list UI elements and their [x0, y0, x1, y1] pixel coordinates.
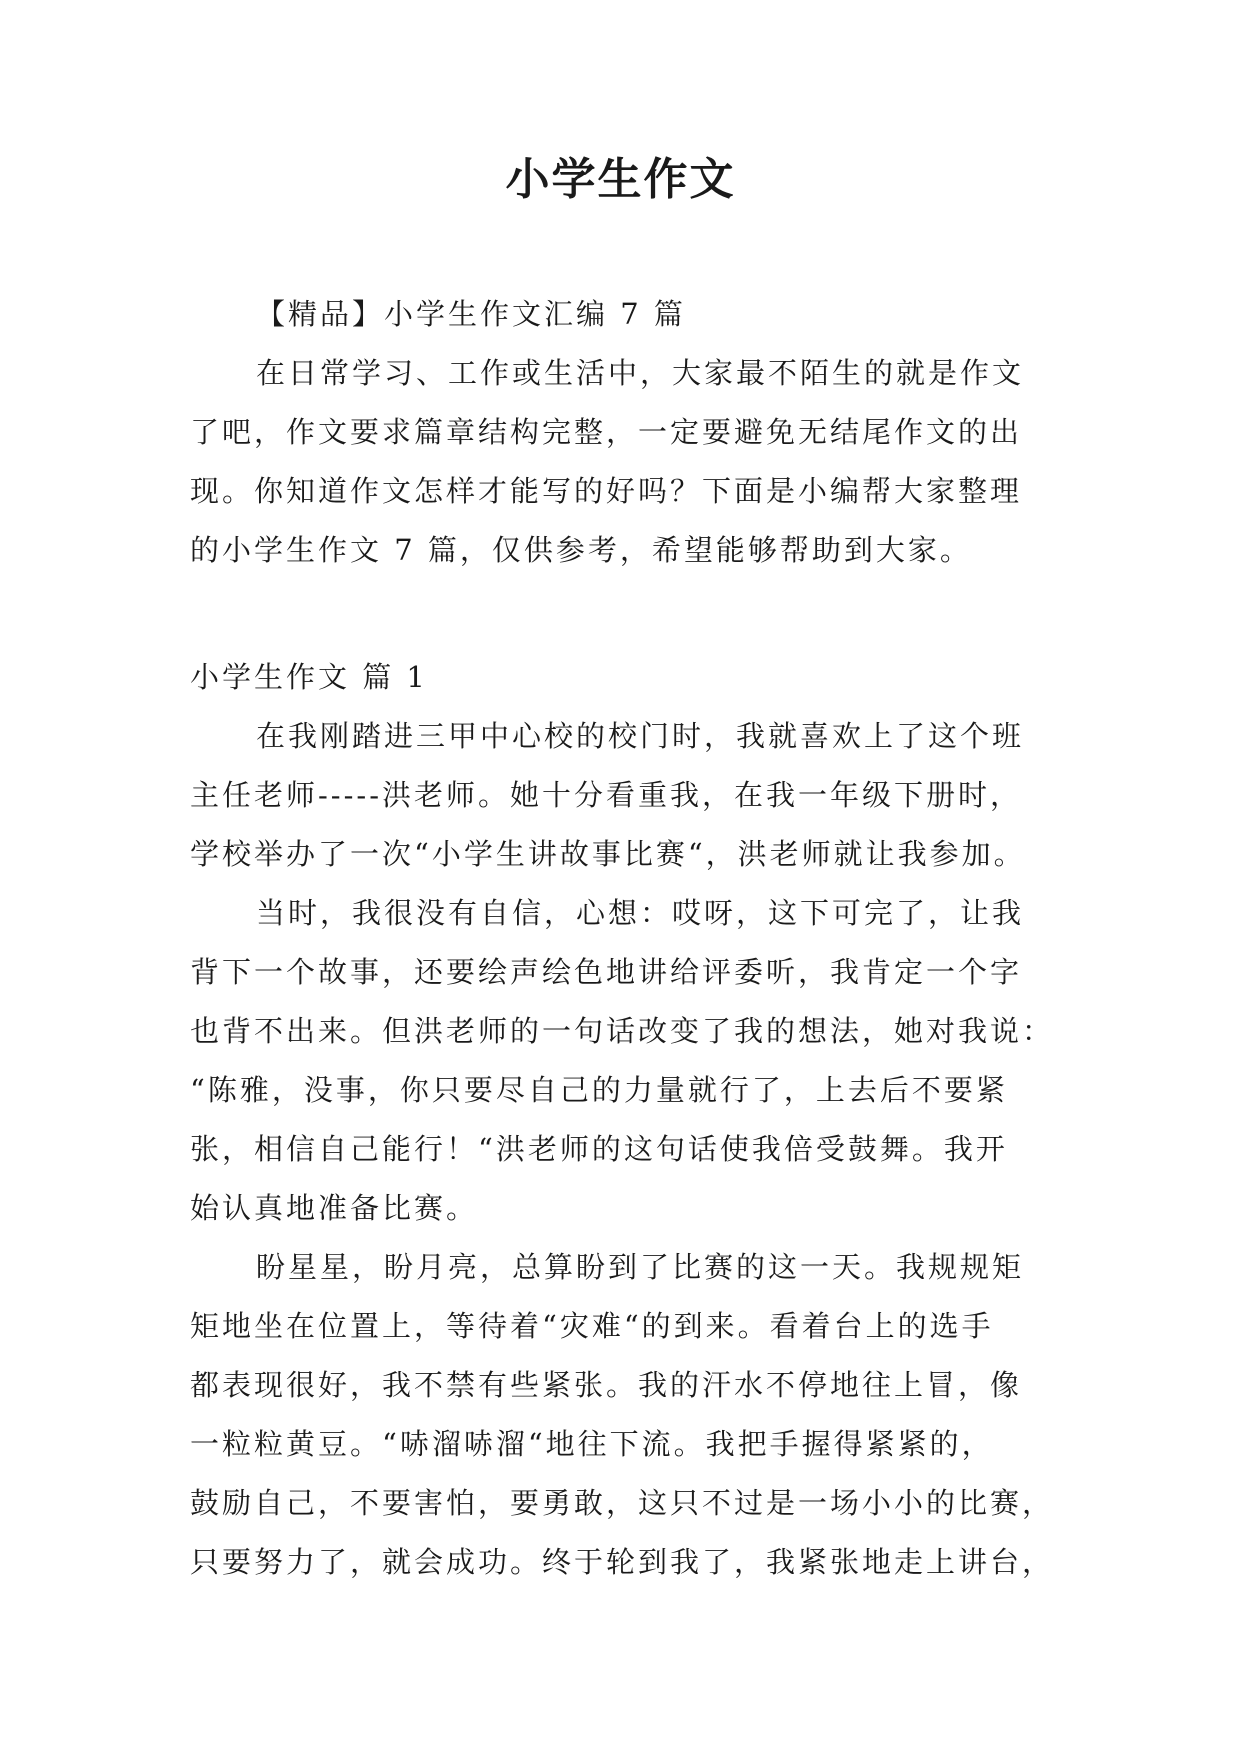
paragraph-line: 都表现很好，我不禁有些紧张。我的汗水不停地往上冒，像	[190, 1368, 1023, 1402]
section-heading: 小学生作文 篇 1	[190, 660, 428, 694]
paragraph-line: 学校举办了一次“小学生讲故事比赛“，洪老师就让我参加。	[190, 837, 1026, 871]
paragraph-line: 矩地坐在位置上，等待着“灾难“的到来。看着台上的选手	[190, 1309, 994, 1343]
paragraph-line: 背下一个故事，还要绘声绘色地讲给评委听，我肯定一个字	[190, 955, 1023, 989]
document-body	[190, 285, 1060, 1592]
paragraph-3	[190, 1238, 1060, 1592]
paragraph-line: “陈雅，没事，你只要尽自己的力量就行了，上去后不要紧	[190, 1073, 1008, 1107]
paragraph-line: 始认真地准备比赛。	[190, 1191, 479, 1225]
paragraph-line: 一粒粒黄豆。“哧溜哧溜“地往下流。我把手握得紧紧的，	[190, 1427, 994, 1461]
intro-paragraph	[190, 344, 1060, 580]
paragraph-line: 了吧，作文要求篇章结构完整，一定要避免无结尾作文的出	[190, 415, 1023, 449]
paragraph-line: 的小学生作文 7 篇，仅供参考，希望能够帮助到大家。	[190, 533, 972, 567]
paragraph-1	[190, 707, 1060, 884]
paragraph-line: 在日常学习、工作或生活中，大家最不陌生的就是作文	[256, 356, 1025, 390]
intro-heading: 【精品】小学生作文汇编 7 篇	[256, 297, 686, 331]
paragraph-line: 主任老师-----洪老师。她十分看重我，在我一年级下册时，	[190, 778, 1022, 812]
paragraph-line: 现。你知道作文怎样才能写的好吗？下面是小编帮大家整理	[190, 474, 1023, 508]
paragraph-line: 当时，我很没有自信，心想：哎呀，这下可完了，让我	[256, 896, 1025, 930]
paragraph-line: 在我刚踏进三甲中心校的校门时，我就喜欢上了这个班	[256, 719, 1025, 753]
paragraph-line: 张，相信自己能行！“洪老师的这句话使我倍受鼓舞。我开	[190, 1132, 1008, 1166]
paragraph-line: 也背不出来。但洪老师的一句话改变了我的想法，她对我说：	[190, 1014, 1055, 1048]
spacer	[190, 580, 1060, 648]
paragraph-line: 只要努力了，就会成功。终于轮到我了，我紧张地走上讲台，	[190, 1545, 1055, 1579]
document-title: 小学生作文	[505, 154, 736, 205]
paragraph-line: 鼓励自己，不要害怕，要勇敢，这只不过是一场小小的比赛，	[190, 1486, 1055, 1520]
paragraph-line: 盼星星，盼月亮，总算盼到了比赛的这一天。我规规矩	[256, 1250, 1025, 1284]
paragraph-2	[190, 884, 1060, 1238]
